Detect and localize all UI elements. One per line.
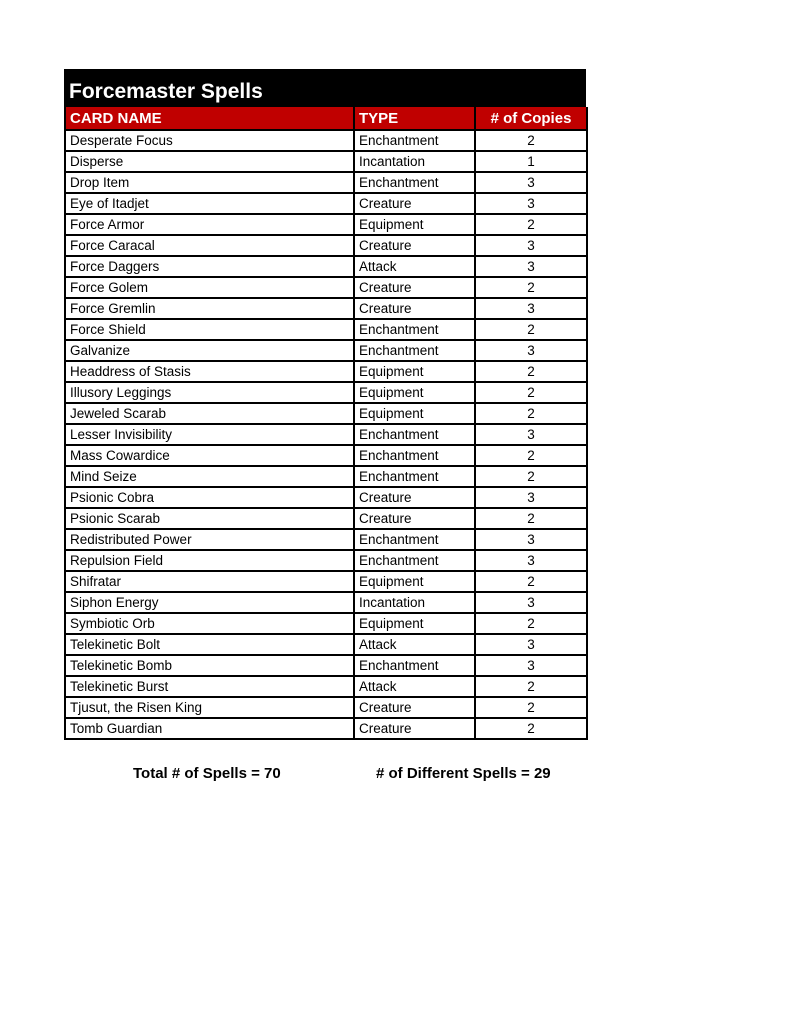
card-name-cell: Shifratar xyxy=(65,571,354,592)
card-name-cell: Repulsion Field xyxy=(65,550,354,571)
card-type-cell: Attack xyxy=(354,256,475,277)
copies-cell: 2 xyxy=(475,445,587,466)
copies-cell: 3 xyxy=(475,256,587,277)
card-name-cell: Lesser Invisibility xyxy=(65,424,354,445)
card-type-cell: Enchantment xyxy=(354,445,475,466)
card-type-cell: Equipment xyxy=(354,613,475,634)
table-row xyxy=(65,445,587,466)
copies-cell: 3 xyxy=(475,172,587,193)
card-type-cell: Attack xyxy=(354,676,475,697)
table-row xyxy=(65,172,587,193)
table-row xyxy=(65,592,587,613)
table-row xyxy=(65,718,587,739)
card-name-cell: Drop Item xyxy=(65,172,354,193)
card-name-cell: Telekinetic Bolt xyxy=(65,634,354,655)
table-row xyxy=(65,571,587,592)
table-row xyxy=(65,655,587,676)
copies-cell: 2 xyxy=(475,382,587,403)
card-type-cell: Enchantment xyxy=(354,529,475,550)
copies-cell: 3 xyxy=(475,193,587,214)
card-name-cell: Tjusut, the Risen King xyxy=(65,697,354,718)
table-row xyxy=(65,361,587,382)
copies-cell: 3 xyxy=(475,298,587,319)
copies-cell: 2 xyxy=(475,508,587,529)
table-row xyxy=(65,298,587,319)
card-name-cell: Galvanize xyxy=(65,340,354,361)
card-name-cell: Force Shield xyxy=(65,319,354,340)
table-row xyxy=(65,403,587,424)
table-row xyxy=(65,256,587,277)
copies-cell: 2 xyxy=(475,571,587,592)
copies-cell: 3 xyxy=(475,424,587,445)
table-row xyxy=(65,340,587,361)
card-type-cell: Incantation xyxy=(354,151,475,172)
card-name-cell: Siphon Energy xyxy=(65,592,354,613)
table-row xyxy=(65,697,587,718)
table-row xyxy=(65,529,587,550)
card-type-cell: Equipment xyxy=(354,361,475,382)
table-row xyxy=(65,508,587,529)
column-header-type: TYPE xyxy=(354,107,475,130)
card-type-cell: Attack xyxy=(354,634,475,655)
copies-cell: 3 xyxy=(475,487,587,508)
table-row xyxy=(65,319,587,340)
copies-cell: 2 xyxy=(475,718,587,739)
table-row xyxy=(65,487,587,508)
copies-cell: 2 xyxy=(475,613,587,634)
card-name-cell: Mind Seize xyxy=(65,466,354,487)
card-type-cell: Equipment xyxy=(354,571,475,592)
card-type-cell: Enchantment xyxy=(354,319,475,340)
copies-cell: 2 xyxy=(475,466,587,487)
table-row xyxy=(65,214,587,235)
table-row xyxy=(65,193,587,214)
card-name-cell: Headdress of Stasis xyxy=(65,361,354,382)
table-row xyxy=(65,382,587,403)
column-header-card-name: CARD NAME xyxy=(65,107,354,130)
table-row xyxy=(65,235,587,256)
card-name-cell: Desperate Focus xyxy=(65,130,354,151)
card-type-cell: Creature xyxy=(354,235,475,256)
table-row xyxy=(65,151,587,172)
copies-cell: 3 xyxy=(475,655,587,676)
card-name-cell: Force Golem xyxy=(65,277,354,298)
card-name-cell: Force Caracal xyxy=(65,235,354,256)
copies-cell: 2 xyxy=(475,403,587,424)
spell-list-sheet xyxy=(64,69,586,740)
table-row xyxy=(65,550,587,571)
copies-cell: 2 xyxy=(475,676,587,697)
table-row xyxy=(65,424,587,445)
card-type-cell: Equipment xyxy=(354,403,475,424)
card-name-cell: Redistributed Power xyxy=(65,529,354,550)
card-name-cell: Jeweled Scarab xyxy=(65,403,354,424)
copies-cell: 3 xyxy=(475,340,587,361)
total-spells-count: Total # of Spells = 70 xyxy=(133,765,281,782)
card-type-cell: Enchantment xyxy=(354,340,475,361)
copies-cell: 3 xyxy=(475,634,587,655)
card-type-cell: Enchantment xyxy=(354,550,475,571)
card-type-cell: Creature xyxy=(354,298,475,319)
copies-cell: 2 xyxy=(475,361,587,382)
card-type-cell: Enchantment xyxy=(354,466,475,487)
spell-table xyxy=(64,107,588,740)
card-name-cell: Tomb Guardian xyxy=(65,718,354,739)
copies-cell: 3 xyxy=(475,592,587,613)
card-type-cell: Creature xyxy=(354,508,475,529)
card-name-cell: Force Daggers xyxy=(65,256,354,277)
card-name-cell: Psionic Scarab xyxy=(65,508,354,529)
card-type-cell: Enchantment xyxy=(354,172,475,193)
title-bar xyxy=(64,69,586,107)
copies-cell: 2 xyxy=(475,130,587,151)
card-name-cell: Eye of Itadjet xyxy=(65,193,354,214)
card-type-cell: Creature xyxy=(354,487,475,508)
copies-cell: 2 xyxy=(475,319,587,340)
card-type-cell: Enchantment xyxy=(354,424,475,445)
card-name-cell: Telekinetic Bomb xyxy=(65,655,354,676)
card-name-cell: Telekinetic Burst xyxy=(65,676,354,697)
different-spells-count: # of Different Spells = 29 xyxy=(376,765,551,782)
copies-cell: 1 xyxy=(475,151,587,172)
card-name-cell: Psionic Cobra xyxy=(65,487,354,508)
card-name-cell: Mass Cowardice xyxy=(65,445,354,466)
card-type-cell: Equipment xyxy=(354,382,475,403)
card-type-cell: Incantation xyxy=(354,592,475,613)
card-name-cell: Illusory Leggings xyxy=(65,382,354,403)
copies-cell: 2 xyxy=(475,277,587,298)
copies-cell: 2 xyxy=(475,697,587,718)
card-type-cell: Creature xyxy=(354,718,475,739)
spell-rows xyxy=(65,130,587,739)
card-type-cell: Enchantment xyxy=(354,130,475,151)
card-type-cell: Creature xyxy=(354,697,475,718)
table-row xyxy=(65,634,587,655)
table-row xyxy=(65,277,587,298)
card-name-cell: Force Gremlin xyxy=(65,298,354,319)
table-row xyxy=(65,466,587,487)
card-name-cell: Disperse xyxy=(65,151,354,172)
table-row xyxy=(65,130,587,151)
copies-cell: 2 xyxy=(475,214,587,235)
card-type-cell: Enchantment xyxy=(354,655,475,676)
copies-cell: 3 xyxy=(475,235,587,256)
card-type-cell: Creature xyxy=(354,193,475,214)
card-name-cell: Force Armor xyxy=(65,214,354,235)
header-row xyxy=(65,107,587,130)
copies-cell: 3 xyxy=(475,550,587,571)
card-name-cell: Symbiotic Orb xyxy=(65,613,354,634)
card-type-cell: Creature xyxy=(354,277,475,298)
table-row xyxy=(65,613,587,634)
copies-cell: 3 xyxy=(475,529,587,550)
column-header-copies: # of Copies xyxy=(475,107,587,130)
card-type-cell: Equipment xyxy=(354,214,475,235)
table-row xyxy=(65,676,587,697)
totals-line xyxy=(0,765,791,785)
sheet-title: Forcemaster Spells xyxy=(69,80,263,103)
